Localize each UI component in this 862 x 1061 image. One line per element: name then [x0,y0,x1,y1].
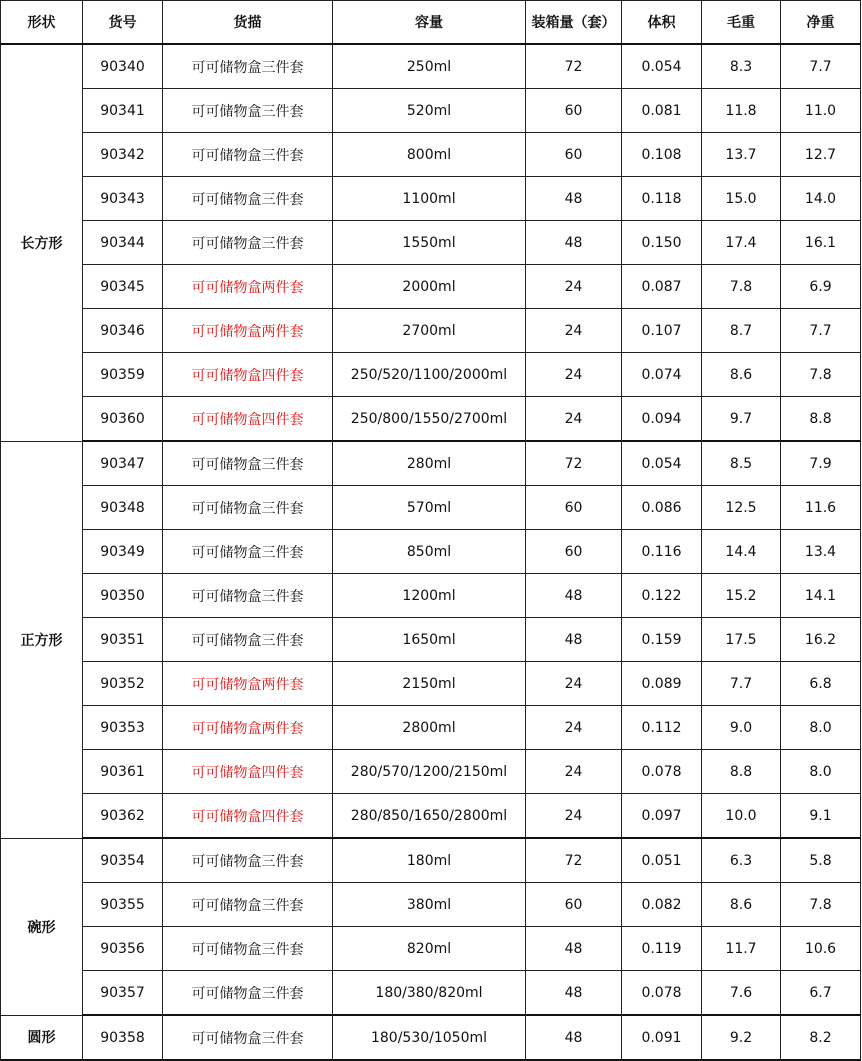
table-row [1,353,861,397]
header-pack: 装箱量（套） [526,1,622,45]
volume-cell: 0.118 [622,177,702,221]
capacity-cell: 800ml [333,133,526,177]
volume-cell: 0.150 [622,221,702,265]
net-cell: 11.6 [781,486,861,530]
net-cell: 8.2 [781,1015,861,1060]
desc-cell: 可可储物盒三件套 [163,530,333,574]
pack-cell: 48 [526,927,622,971]
net-cell: 14.1 [781,574,861,618]
table-row [1,133,861,177]
volume-cell: 0.108 [622,133,702,177]
gross-cell: 9.0 [702,706,781,750]
pack-cell: 60 [526,883,622,927]
gross-cell: 12.5 [702,486,781,530]
volume-cell: 0.078 [622,750,702,794]
code-cell: 90362 [83,794,163,839]
table-row [1,618,861,662]
volume-cell: 0.054 [622,441,702,486]
net-cell: 7.8 [781,883,861,927]
gross-cell: 9.2 [702,1015,781,1060]
desc-cell: 可可储物盒三件套 [163,838,333,883]
pack-cell: 48 [526,221,622,265]
net-cell: 5.8 [781,838,861,883]
code-cell: 90343 [83,177,163,221]
table-row [1,177,861,221]
net-cell: 8.0 [781,706,861,750]
gross-cell: 8.8 [702,750,781,794]
pack-cell: 60 [526,486,622,530]
code-cell: 90345 [83,265,163,309]
desc-cell: 可可储物盒三件套 [163,574,333,618]
header-net: 净重 [781,1,861,45]
shape-cell: 长方形 [1,44,83,441]
volume-cell: 0.089 [622,662,702,706]
capacity-cell: 2000ml [333,265,526,309]
pack-cell: 24 [526,309,622,353]
pack-cell: 60 [526,530,622,574]
pack-cell: 72 [526,441,622,486]
gross-cell: 9.7 [702,397,781,442]
gross-cell: 8.5 [702,441,781,486]
gross-cell: 17.5 [702,618,781,662]
header-capacity: 容量 [333,1,526,45]
net-cell: 16.2 [781,618,861,662]
shape-cell: 碗形 [1,838,83,1015]
pack-cell: 48 [526,618,622,662]
code-cell: 90348 [83,486,163,530]
net-cell: 12.7 [781,133,861,177]
net-cell: 7.9 [781,441,861,486]
net-cell: 7.8 [781,353,861,397]
net-cell: 14.0 [781,177,861,221]
desc-cell: 可可储物盒两件套 [163,309,333,353]
volume-cell: 0.082 [622,883,702,927]
gross-cell: 15.2 [702,574,781,618]
desc-cell: 可可储物盒四件套 [163,794,333,839]
capacity-cell: 1200ml [333,574,526,618]
code-cell: 90353 [83,706,163,750]
code-cell: 90349 [83,530,163,574]
gross-cell: 11.8 [702,89,781,133]
net-cell: 10.6 [781,927,861,971]
pack-cell: 48 [526,1015,622,1060]
table-row [1,927,861,971]
header-volume: 体积 [622,1,702,45]
code-cell: 90357 [83,971,163,1016]
table-row [1,750,861,794]
code-cell: 90360 [83,397,163,442]
header-code: 货号 [83,1,163,45]
pack-cell: 60 [526,89,622,133]
volume-cell: 0.107 [622,309,702,353]
code-cell: 90351 [83,618,163,662]
volume-cell: 0.087 [622,265,702,309]
table-row [1,44,861,89]
volume-cell: 0.097 [622,794,702,839]
header-row [1,1,861,45]
code-cell: 90358 [83,1015,163,1060]
net-cell: 16.1 [781,221,861,265]
table-row [1,1015,861,1060]
code-cell: 90350 [83,574,163,618]
code-cell: 90361 [83,750,163,794]
capacity-cell: 850ml [333,530,526,574]
gross-cell: 11.7 [702,927,781,971]
code-cell: 90352 [83,662,163,706]
table-row [1,971,861,1016]
table-row [1,706,861,750]
capacity-cell: 520ml [333,89,526,133]
desc-cell: 可可储物盒三件套 [163,618,333,662]
desc-cell: 可可储物盒三件套 [163,89,333,133]
gross-cell: 6.3 [702,838,781,883]
capacity-cell: 2150ml [333,662,526,706]
table-row [1,309,861,353]
capacity-cell: 820ml [333,927,526,971]
capacity-cell: 2800ml [333,706,526,750]
net-cell: 13.4 [781,530,861,574]
table-row [1,89,861,133]
table-row [1,486,861,530]
desc-cell: 可可储物盒三件套 [163,177,333,221]
net-cell: 7.7 [781,309,861,353]
capacity-cell: 1650ml [333,618,526,662]
desc-cell: 可可储物盒四件套 [163,397,333,442]
desc-cell: 可可储物盒三件套 [163,927,333,971]
code-cell: 90347 [83,441,163,486]
table-row [1,441,861,486]
gross-cell: 8.3 [702,44,781,89]
gross-cell: 13.7 [702,133,781,177]
desc-cell: 可可储物盒三件套 [163,44,333,89]
volume-cell: 0.112 [622,706,702,750]
net-cell: 6.8 [781,662,861,706]
capacity-cell: 2700ml [333,309,526,353]
code-cell: 90355 [83,883,163,927]
pack-cell: 60 [526,133,622,177]
pack-cell: 24 [526,794,622,839]
gross-cell: 8.6 [702,883,781,927]
volume-cell: 0.091 [622,1015,702,1060]
gross-cell: 8.6 [702,353,781,397]
pack-cell: 24 [526,750,622,794]
gross-cell: 7.8 [702,265,781,309]
table-row [1,662,861,706]
desc-cell: 可可储物盒三件套 [163,221,333,265]
capacity-cell: 250ml [333,44,526,89]
pack-cell: 24 [526,353,622,397]
capacity-cell: 1100ml [333,177,526,221]
pack-cell: 24 [526,706,622,750]
gross-cell: 17.4 [702,221,781,265]
volume-cell: 0.081 [622,89,702,133]
desc-cell: 可可储物盒三件套 [163,1015,333,1060]
gross-cell: 15.0 [702,177,781,221]
code-cell: 90354 [83,838,163,883]
pack-cell: 48 [526,177,622,221]
code-cell: 90342 [83,133,163,177]
desc-cell: 可可储物盒三件套 [163,971,333,1016]
capacity-cell: 180ml [333,838,526,883]
desc-cell: 可可储物盒两件套 [163,265,333,309]
gross-cell: 7.7 [702,662,781,706]
pack-cell: 24 [526,397,622,442]
volume-cell: 0.159 [622,618,702,662]
pack-cell: 24 [526,662,622,706]
capacity-cell: 380ml [333,883,526,927]
net-cell: 7.7 [781,44,861,89]
volume-cell: 0.122 [622,574,702,618]
capacity-cell: 280/570/1200/2150ml [333,750,526,794]
net-cell: 6.9 [781,265,861,309]
pack-cell: 48 [526,574,622,618]
desc-cell: 可可储物盒三件套 [163,486,333,530]
pack-cell: 48 [526,971,622,1016]
table-header [1,1,861,45]
volume-cell: 0.086 [622,486,702,530]
net-cell: 8.8 [781,397,861,442]
code-cell: 90341 [83,89,163,133]
volume-cell: 0.051 [622,838,702,883]
volume-cell: 0.074 [622,353,702,397]
shape-cell: 正方形 [1,441,83,838]
capacity-cell: 280ml [333,441,526,486]
code-cell: 90340 [83,44,163,89]
desc-cell: 可可储物盒三件套 [163,441,333,486]
code-cell: 90359 [83,353,163,397]
table-row [1,883,861,927]
table-body [1,44,861,1060]
header-desc: 货描 [163,1,333,45]
desc-cell: 可可储物盒三件套 [163,133,333,177]
table-row [1,397,861,442]
net-cell: 9.1 [781,794,861,839]
header-shape: 形状 [1,1,83,45]
header-gross: 毛重 [702,1,781,45]
net-cell: 8.0 [781,750,861,794]
gross-cell: 10.0 [702,794,781,839]
gross-cell: 14.4 [702,530,781,574]
capacity-cell: 180/530/1050ml [333,1015,526,1060]
volume-cell: 0.078 [622,971,702,1016]
capacity-cell: 250/800/1550/2700ml [333,397,526,442]
code-cell: 90346 [83,309,163,353]
volume-cell: 0.116 [622,530,702,574]
table-row [1,838,861,883]
table-row [1,221,861,265]
capacity-cell: 570ml [333,486,526,530]
table-row [1,265,861,309]
capacity-cell: 280/850/1650/2800ml [333,794,526,839]
capacity-cell: 180/380/820ml [333,971,526,1016]
desc-cell: 可可储物盒两件套 [163,706,333,750]
pack-cell: 24 [526,265,622,309]
volume-cell: 0.054 [622,44,702,89]
desc-cell: 可可储物盒四件套 [163,750,333,794]
table-row [1,574,861,618]
volume-cell: 0.094 [622,397,702,442]
code-cell: 90356 [83,927,163,971]
volume-cell: 0.119 [622,927,702,971]
desc-cell: 可可储物盒三件套 [163,883,333,927]
capacity-cell: 250/520/1100/2000ml [333,353,526,397]
net-cell: 11.0 [781,89,861,133]
table-row [1,794,861,839]
table-row [1,530,861,574]
net-cell: 6.7 [781,971,861,1016]
desc-cell: 可可储物盒四件套 [163,353,333,397]
pack-cell: 72 [526,838,622,883]
desc-cell: 可可储物盒两件套 [163,662,333,706]
shape-cell: 圆形 [1,1015,83,1060]
gross-cell: 7.6 [702,971,781,1016]
gross-cell: 8.7 [702,309,781,353]
pack-cell: 72 [526,44,622,89]
code-cell: 90344 [83,221,163,265]
capacity-cell: 1550ml [333,221,526,265]
